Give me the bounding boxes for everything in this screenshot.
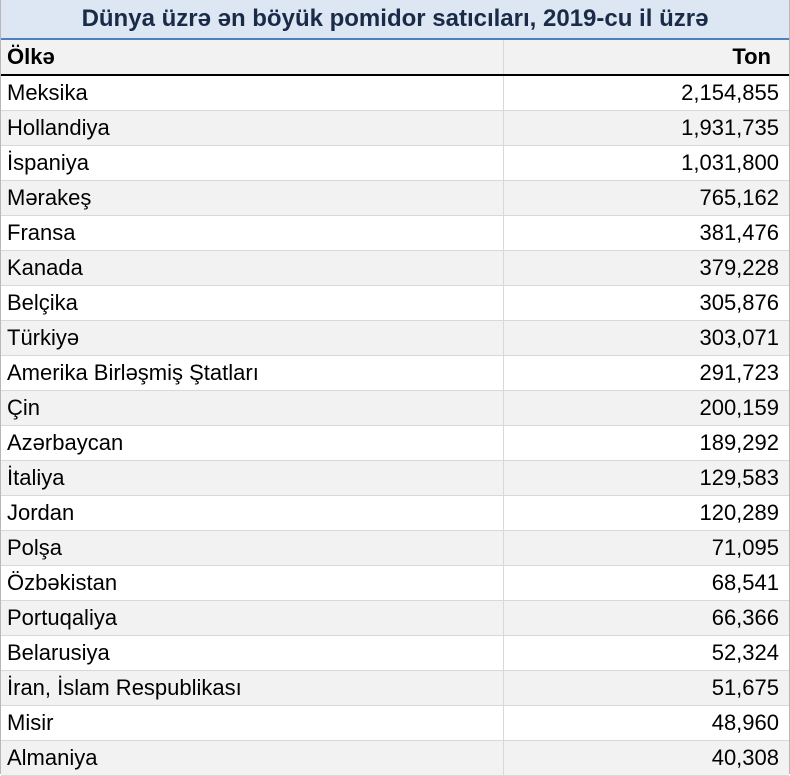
cell-country[interactable]: Meksika [1,76,504,110]
cell-ton[interactable]: 120,289 [699,500,779,525]
cell-ton[interactable]: 381,476 [699,220,779,245]
cell-country[interactable]: Özbəkistan [1,566,504,600]
cell-country[interactable]: İspaniya [1,146,504,180]
table-title-text: Dünya üzrə ən böyük pomidor satıcıları, 2019-cu il üzrə [81,5,709,32]
table-row[interactable] [1,356,789,391]
cell-ton[interactable]: 379,228 [699,255,779,280]
cell-ton[interactable]: 765,162 [699,185,779,210]
cell-ton[interactable]: 71,095 [711,535,779,560]
cell-country[interactable]: Türkiyə [1,321,504,355]
table-row[interactable] [1,636,789,671]
table-row[interactable] [1,76,789,111]
table-row[interactable] [1,321,789,356]
table-row[interactable] [1,741,789,776]
cell-ton[interactable]: 48,960 [711,710,779,735]
cell-ton[interactable]: 1,031,800 [681,150,779,175]
table-row[interactable] [1,216,789,251]
table-row[interactable] [1,146,789,181]
cell-country[interactable]: Amerika Birləşmiş Ştatları [1,356,504,390]
cell-country[interactable]: Fransa [1,216,504,250]
table-header-row [1,40,789,76]
cell-country[interactable]: Jordan [1,496,504,530]
cell-country[interactable]: Azərbaycan [1,426,504,460]
table-row[interactable] [1,391,789,426]
cell-country[interactable]: Belçika [1,286,504,320]
cell-country[interactable]: Misir [1,706,504,740]
cell-country[interactable]: Kanada [1,251,504,285]
table-title [1,0,789,40]
table-row[interactable] [1,461,789,496]
cell-ton[interactable]: 2,154,855 [681,80,779,105]
cell-country[interactable]: Polşa [1,531,504,565]
table-row[interactable] [1,706,789,741]
cell-country[interactable]: İtaliya [1,461,504,495]
cell-ton[interactable]: 51,675 [711,675,779,700]
column-header-country[interactable]: Ölkə [1,40,504,74]
cell-ton[interactable]: 52,324 [711,640,779,665]
table-row[interactable] [1,181,789,216]
cell-country[interactable]: Almaniya [1,741,504,775]
cell-ton[interactable]: 66,366 [711,605,779,630]
cell-country[interactable]: Hollandiya [1,111,504,145]
cell-ton[interactable]: 1,931,735 [681,115,779,140]
cell-country[interactable]: Belarusiya [1,636,504,670]
table-row[interactable] [1,251,789,286]
data-table [1,40,789,776]
table-row[interactable] [1,286,789,321]
cell-ton[interactable]: 68,541 [711,570,779,595]
cell-ton[interactable]: 40,308 [711,745,779,770]
column-header-ton[interactable]: Ton [732,44,771,69]
cell-ton[interactable]: 291,723 [699,360,779,385]
cell-country[interactable]: Çin [1,391,504,425]
table-row[interactable] [1,671,789,706]
cell-country[interactable]: Mərakeş [1,181,504,215]
cell-ton[interactable]: 129,583 [699,465,779,490]
cell-ton[interactable]: 303,071 [699,325,779,350]
table-row[interactable] [1,566,789,601]
table-row[interactable] [1,496,789,531]
cell-ton[interactable]: 189,292 [699,430,779,455]
cell-country[interactable]: Portuqaliya [1,601,504,635]
table-row[interactable] [1,601,789,636]
cell-ton[interactable]: 305,876 [699,290,779,315]
cell-ton[interactable]: 200,159 [699,395,779,420]
table-row[interactable] [1,111,789,146]
table-row[interactable] [1,426,789,461]
cell-country[interactable]: İran, İslam Respublikası [1,671,504,705]
table-row[interactable] [1,531,789,566]
